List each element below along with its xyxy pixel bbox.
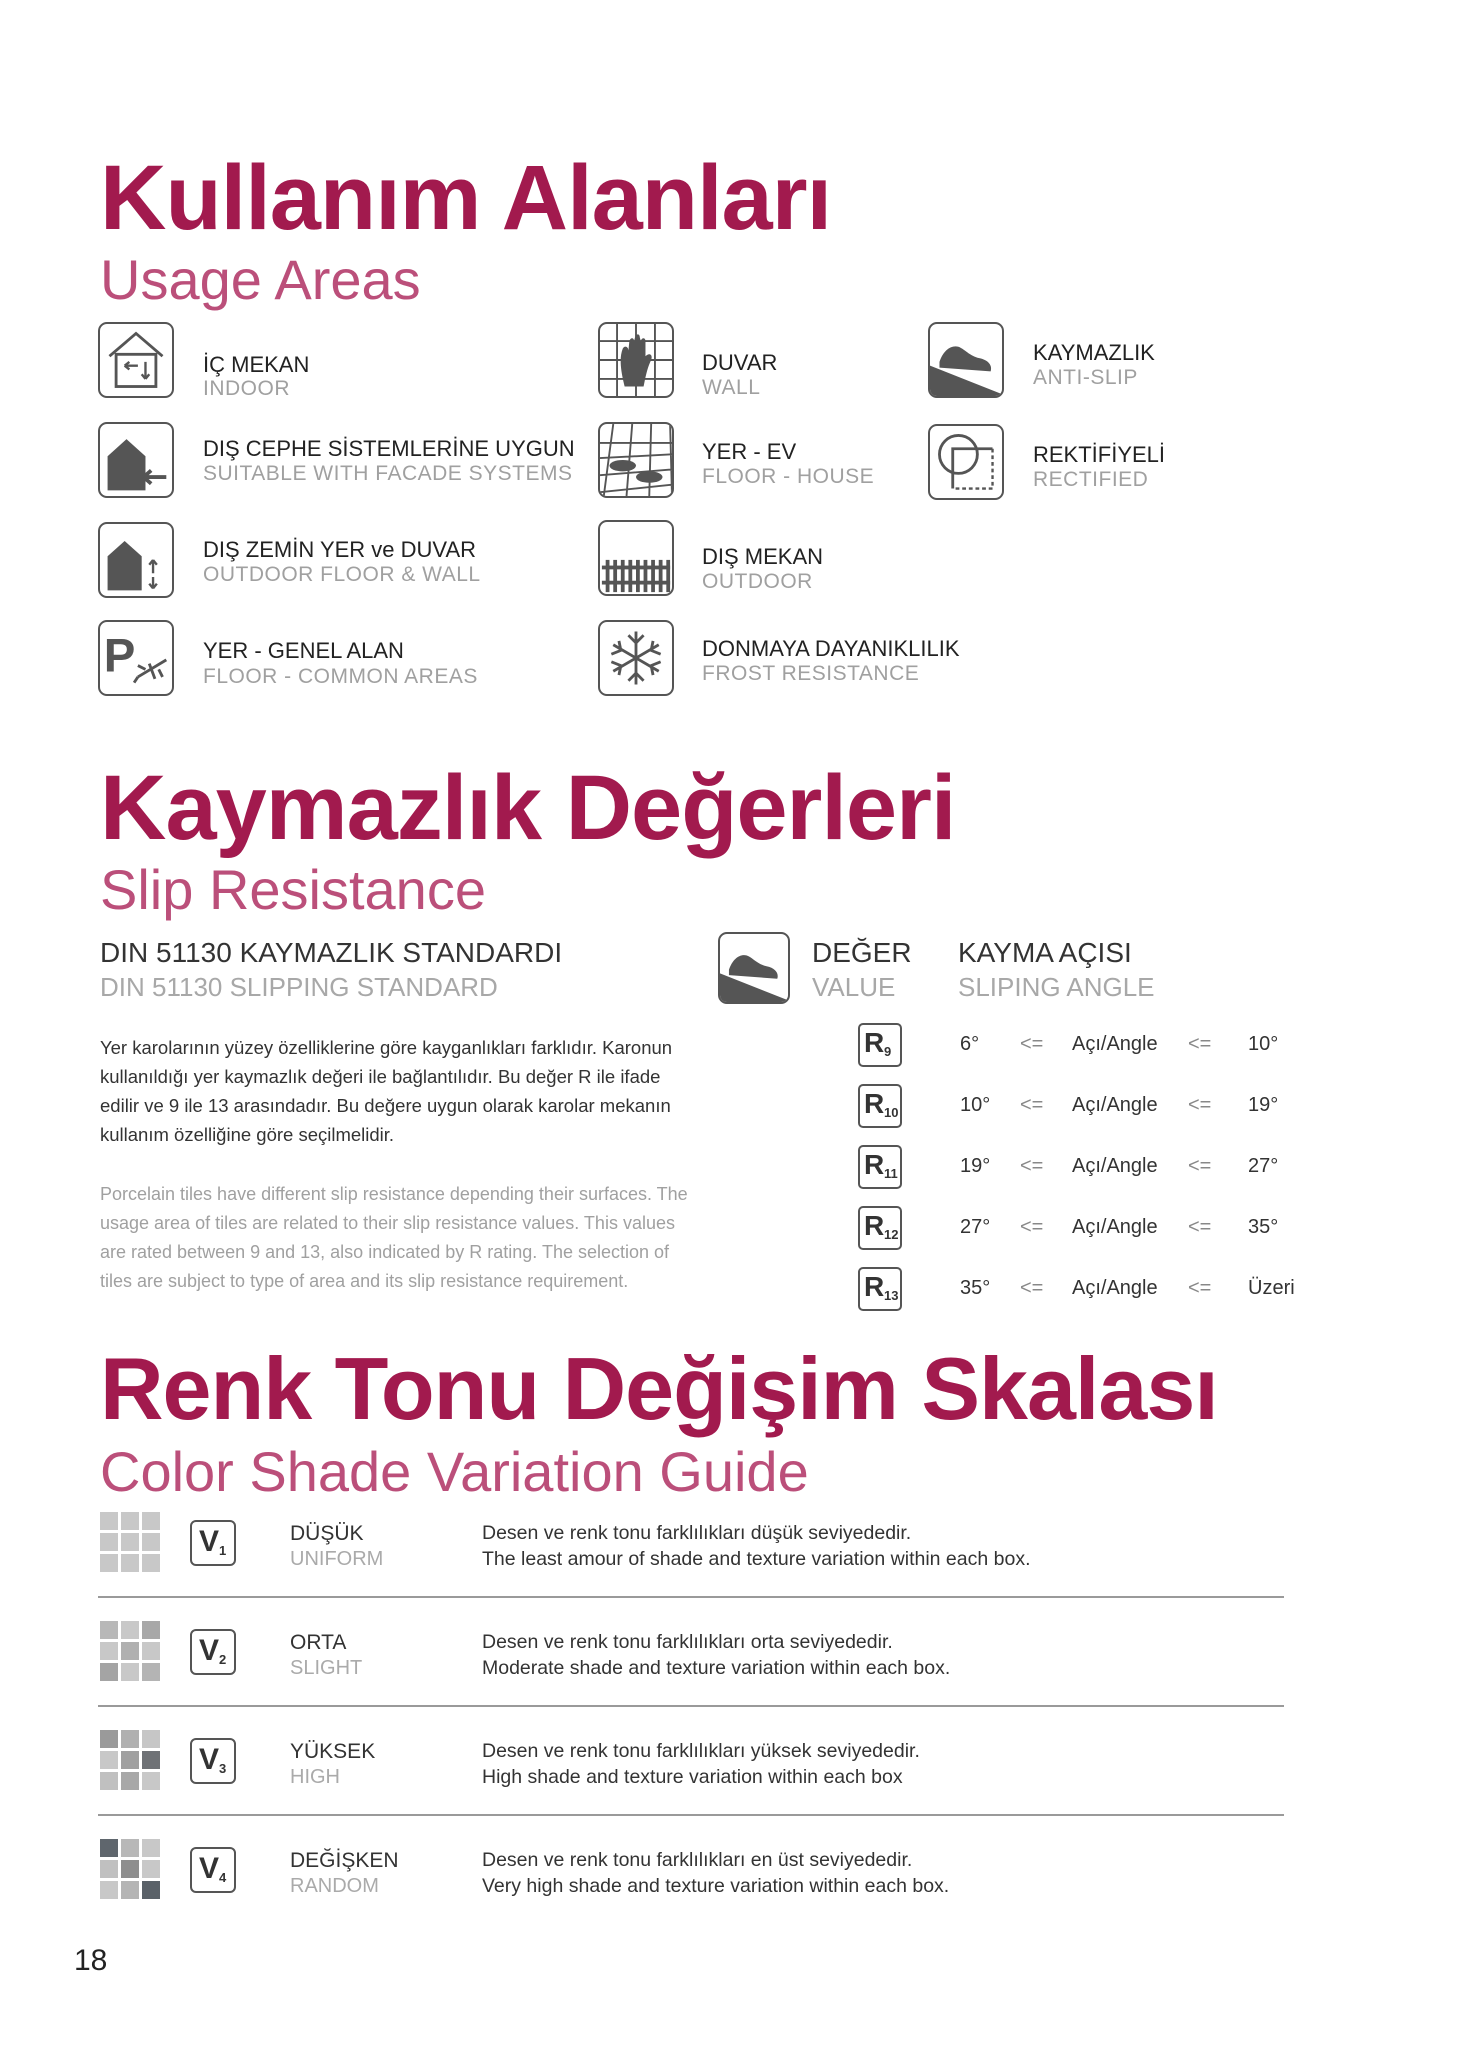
- angle-from: 27°: [960, 1216, 991, 1238]
- shade-subtitle: Color Shade Variation Guide: [100, 1440, 809, 1503]
- shade-swatch-high: [100, 1730, 160, 1790]
- usage-sub-common: FLOOR - COMMON AREAS: [203, 665, 478, 688]
- r-number: 11: [884, 1166, 898, 1181]
- din-standard-sub: DIN 51130 SLIPPING STANDARD: [100, 972, 498, 1002]
- outdoor-floor-wall-icon: [98, 522, 174, 598]
- shade-desc-en: Moderate shade and texture variation within each box.: [482, 1657, 951, 1679]
- floor-footprints-icon: [598, 422, 674, 498]
- angle-op: <=: [1020, 1216, 1044, 1238]
- v-number: 3: [219, 1761, 227, 1776]
- angle-label: KAYMA AÇISI: [958, 937, 1132, 968]
- shade-swatch-slight: [100, 1621, 160, 1681]
- shade-swatch-random: [100, 1839, 160, 1899]
- v-letter: V: [199, 1634, 220, 1667]
- angle-mid: Açı/Angle: [1072, 1033, 1158, 1055]
- shade-desc-tr: Desen ve renk tonu farklılıkları orta seviyededir.: [482, 1631, 893, 1653]
- shade-label: YÜKSEK: [290, 1740, 376, 1763]
- v-badge: [190, 1520, 236, 1566]
- shoe-slope-icon: [718, 932, 790, 1004]
- r-badge: [858, 1206, 902, 1250]
- shade-sub: SLIGHT: [290, 1657, 363, 1679]
- page-number: 18: [74, 1944, 108, 1977]
- v-letter: V: [199, 1525, 220, 1558]
- usage-subtitle: Usage Areas: [100, 248, 421, 311]
- fence-icon: [598, 520, 674, 596]
- shade-desc-en: The least amour of shade and texture variation within each box.: [482, 1548, 1031, 1570]
- din-standard-title: DIN 51130 KAYMAZLIK STANDARDI: [100, 937, 563, 968]
- angle-sub: SLIPING ANGLE: [958, 972, 1155, 1002]
- snowflake-icon: [598, 620, 674, 696]
- shoe-slope-icon: [928, 322, 1004, 398]
- usage-label-outdoor: DIŞ MEKAN: [702, 544, 824, 569]
- usage-label-indoor: İÇ MEKAN: [203, 352, 310, 377]
- usage-label-wall: DUVAR: [702, 350, 778, 375]
- shade-desc-tr: Desen ve renk tonu farklılıkları yüksek seviyededir.: [482, 1740, 920, 1762]
- angle-to: 19°: [1248, 1094, 1279, 1116]
- shade-label: DÜŞÜK: [290, 1522, 364, 1545]
- r-number: 12: [884, 1227, 899, 1242]
- angle-to: 10°: [1248, 1033, 1279, 1055]
- v-letter: V: [199, 1852, 220, 1885]
- usage-sub-outdoor: OUTDOOR: [702, 570, 813, 593]
- r-badge: [858, 1145, 902, 1189]
- usage-label-rectified: REKTİFİYELİ: [1033, 442, 1166, 467]
- angle-mid: Açı/Angle: [1072, 1155, 1158, 1177]
- usage-title: Kullanım Alanları: [100, 147, 832, 249]
- wall-hand-icon: [598, 322, 674, 398]
- svg-text:P: P: [103, 629, 136, 683]
- angle-from: 6°: [960, 1033, 980, 1055]
- usage-label-house: YER - EV: [702, 439, 797, 464]
- shade-desc-tr: Desen ve renk tonu farklılıkları en üst seviyededir.: [482, 1849, 913, 1871]
- shade-sub: RANDOM: [290, 1875, 379, 1897]
- angle-op: <=: [1188, 1277, 1212, 1299]
- usage-label-facade: DIŞ CEPHE SİSTEMLERİNE UYGUN: [203, 436, 575, 461]
- shade-label: DEĞİŞKEN: [290, 1849, 399, 1872]
- divider: [98, 1705, 1284, 1707]
- r-number: 13: [884, 1288, 899, 1303]
- v-letter: V: [199, 1743, 220, 1776]
- slip-paragraph-en: Porcelain tiles have different slip resistance depending their surfaces. The usage area of tiles are related to their slip resistance values. This values are rated between 9 and 13, also indicated by R rating. The selection of tiles are subject to type of area and its slip resistance requirement.: [100, 1184, 688, 1291]
- angle-to: Üzeri: [1248, 1277, 1295, 1299]
- shade-sub: UNIFORM: [290, 1548, 384, 1570]
- angle-op: <=: [1020, 1094, 1044, 1116]
- slip-title: Kaymazlık Değerleri: [100, 757, 956, 859]
- rectified-icon: [928, 424, 1004, 500]
- angle-to: 35°: [1248, 1216, 1279, 1238]
- slip-paragraph-tr: Yer karolarının yüzey özelliklerine göre kayganlıkları farklıdır. Karonun kullanıldığı yer kaymazlık değeri ile bağlantılıdır. Bu değer R ile ifade edilir ve 9 ile 13 arasındadır. Bu değere uygun olarak karolar mekanın kullanım özelliğine göre seçilmelidir.: [100, 1037, 673, 1145]
- usage-sub-rectified: RECTIFIED: [1033, 468, 1149, 491]
- r-letter: R: [864, 1271, 885, 1302]
- v-number: 1: [219, 1543, 227, 1558]
- angle-op: <=: [1020, 1277, 1044, 1299]
- r-badge: [858, 1023, 902, 1067]
- angle-from: 10°: [960, 1094, 991, 1116]
- angle-op: <=: [1020, 1155, 1044, 1177]
- angle-mid: Açı/Angle: [1072, 1216, 1158, 1238]
- r-number: 9: [884, 1044, 892, 1059]
- usage-label-frost: DONMAYA DAYANIKLILIK: [702, 636, 960, 661]
- r-number: 10: [884, 1105, 899, 1120]
- shade-desc-en: Very high shade and texture variation within each box.: [482, 1875, 950, 1897]
- facade-icon: [98, 422, 174, 498]
- angle-mid: Açı/Angle: [1072, 1277, 1158, 1299]
- shade-swatch-uniform: [100, 1512, 160, 1572]
- angle-op: <=: [1188, 1216, 1212, 1238]
- value-sub: VALUE: [812, 972, 896, 1002]
- usage-sub-facade: SUITABLE WITH FACADE SYSTEMS: [203, 462, 573, 485]
- usage-sub-antislip: ANTI-SLIP: [1033, 366, 1138, 389]
- usage-sub-wall: WALL: [702, 376, 761, 399]
- r-badge: [858, 1267, 902, 1311]
- v-badge: [190, 1847, 236, 1893]
- usage-label-antislip: KAYMAZLIK: [1033, 340, 1155, 365]
- usage-sub-house: FLOOR - HOUSE: [702, 465, 875, 488]
- angle-op: <=: [1188, 1033, 1212, 1055]
- shade-title: Renk Tonu Değişim Skalası: [100, 1339, 1218, 1438]
- r-letter: R: [864, 1088, 885, 1119]
- v-badge: [190, 1738, 236, 1784]
- r-letter: R: [864, 1210, 885, 1241]
- angle-from: 19°: [960, 1155, 991, 1177]
- house-arrows-icon: [98, 322, 174, 398]
- divider: [98, 1814, 1284, 1816]
- usage-sub-frost: FROST RESISTANCE: [702, 662, 920, 685]
- parking-airplane-icon: [98, 620, 174, 696]
- angle-op: <=: [1188, 1155, 1212, 1177]
- value-label: DEĞER: [812, 937, 912, 968]
- r-letter: R: [864, 1149, 885, 1180]
- angle-op: <=: [1188, 1094, 1212, 1116]
- usage-sub-indoor: INDOOR: [203, 377, 290, 400]
- slip-subtitle: Slip Resistance: [100, 858, 486, 921]
- shade-desc-tr: Desen ve renk tonu farklılıkları düşük seviyededir.: [482, 1522, 912, 1544]
- usage-label-outdoor-floor: DIŞ ZEMİN YER ve DUVAR: [203, 537, 477, 562]
- usage-label-common: YER - GENEL ALAN: [203, 638, 404, 663]
- v-number: 4: [219, 1870, 227, 1885]
- shade-sub: HIGH: [290, 1766, 340, 1788]
- shade-label: ORTA: [290, 1631, 347, 1654]
- divider: [98, 1596, 1284, 1598]
- v-number: 2: [219, 1652, 227, 1667]
- usage-sub-outdoor-floor: OUTDOOR FLOOR & WALL: [203, 563, 481, 586]
- r-badge: [858, 1084, 902, 1128]
- r-letter: R: [864, 1027, 885, 1058]
- angle-op: <=: [1020, 1033, 1044, 1055]
- shade-desc-en: High shade and texture variation within each box: [482, 1766, 903, 1788]
- angle-mid: Açı/Angle: [1072, 1094, 1158, 1116]
- angle-to: 27°: [1248, 1155, 1279, 1177]
- v-badge: [190, 1629, 236, 1675]
- angle-from: 35°: [960, 1277, 991, 1299]
